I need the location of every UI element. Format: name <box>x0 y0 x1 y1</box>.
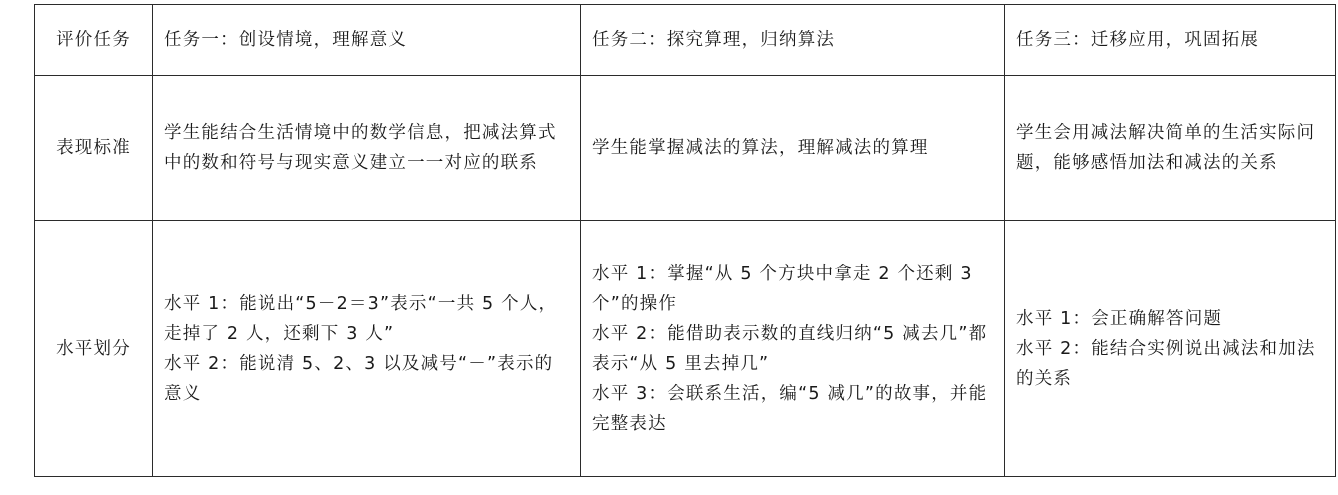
header-label-cell: 评价任务 <box>35 5 153 76</box>
header-task-3: 任务三：迁移应用，巩固拓展 <box>1005 5 1336 76</box>
levels-cell-task-3 <box>1005 221 1336 477</box>
levels-cell-task-1 <box>153 221 581 477</box>
header-task-2: 任务二：探究算理，归纳算法 <box>581 5 1005 76</box>
row-label-levels: 水平划分 <box>35 221 153 477</box>
table-row-performance-standard <box>35 76 1336 221</box>
level-item: 水平 1：会正确解答问题 <box>1016 308 1223 329</box>
performance-cell-task-3: 学生会用减法解决简单的生活实际问题，能够感悟加法和减法的关系 <box>1005 76 1336 221</box>
table-row-level-division <box>35 221 1336 477</box>
evaluation-table-container <box>34 4 1336 477</box>
level-item: 水平 2：能借助表示数的直线归纳“5 减去几”都表示“从 5 里去掉几” <box>592 323 988 374</box>
performance-cell-task-2: 学生能掌握减法的算法，理解减法的算理 <box>581 76 1005 221</box>
evaluation-table <box>34 4 1336 477</box>
level-item: 水平 2：能说清 5、2、3 以及减号“－”表示的意义 <box>164 353 554 404</box>
level-item: 水平 1：掌握“从 5 个方块中拿走 2 个还剩 3 个”的操作 <box>592 263 973 314</box>
performance-cell-task-1: 学生能结合生活情境中的数学信息，把减法算式中的数和符号与现实意义建立一一对应的联系 <box>153 76 581 221</box>
level-item: 水平 2：能结合实例说出减法和加法的关系 <box>1016 338 1316 389</box>
levels-cell-task-2 <box>581 221 1005 477</box>
level-item: 水平 3：会联系生活，编“5 减几”的故事，并能完整表达 <box>592 383 988 434</box>
level-item: 水平 1：能说出“5－2＝3”表示“一共 5 个人，走掉了 2 人，还剩下 3 人” <box>164 293 558 344</box>
table-header-row <box>35 5 1336 76</box>
header-task-1: 任务一：创设情境，理解意义 <box>153 5 581 76</box>
row-label-performance: 表现标准 <box>35 76 153 221</box>
